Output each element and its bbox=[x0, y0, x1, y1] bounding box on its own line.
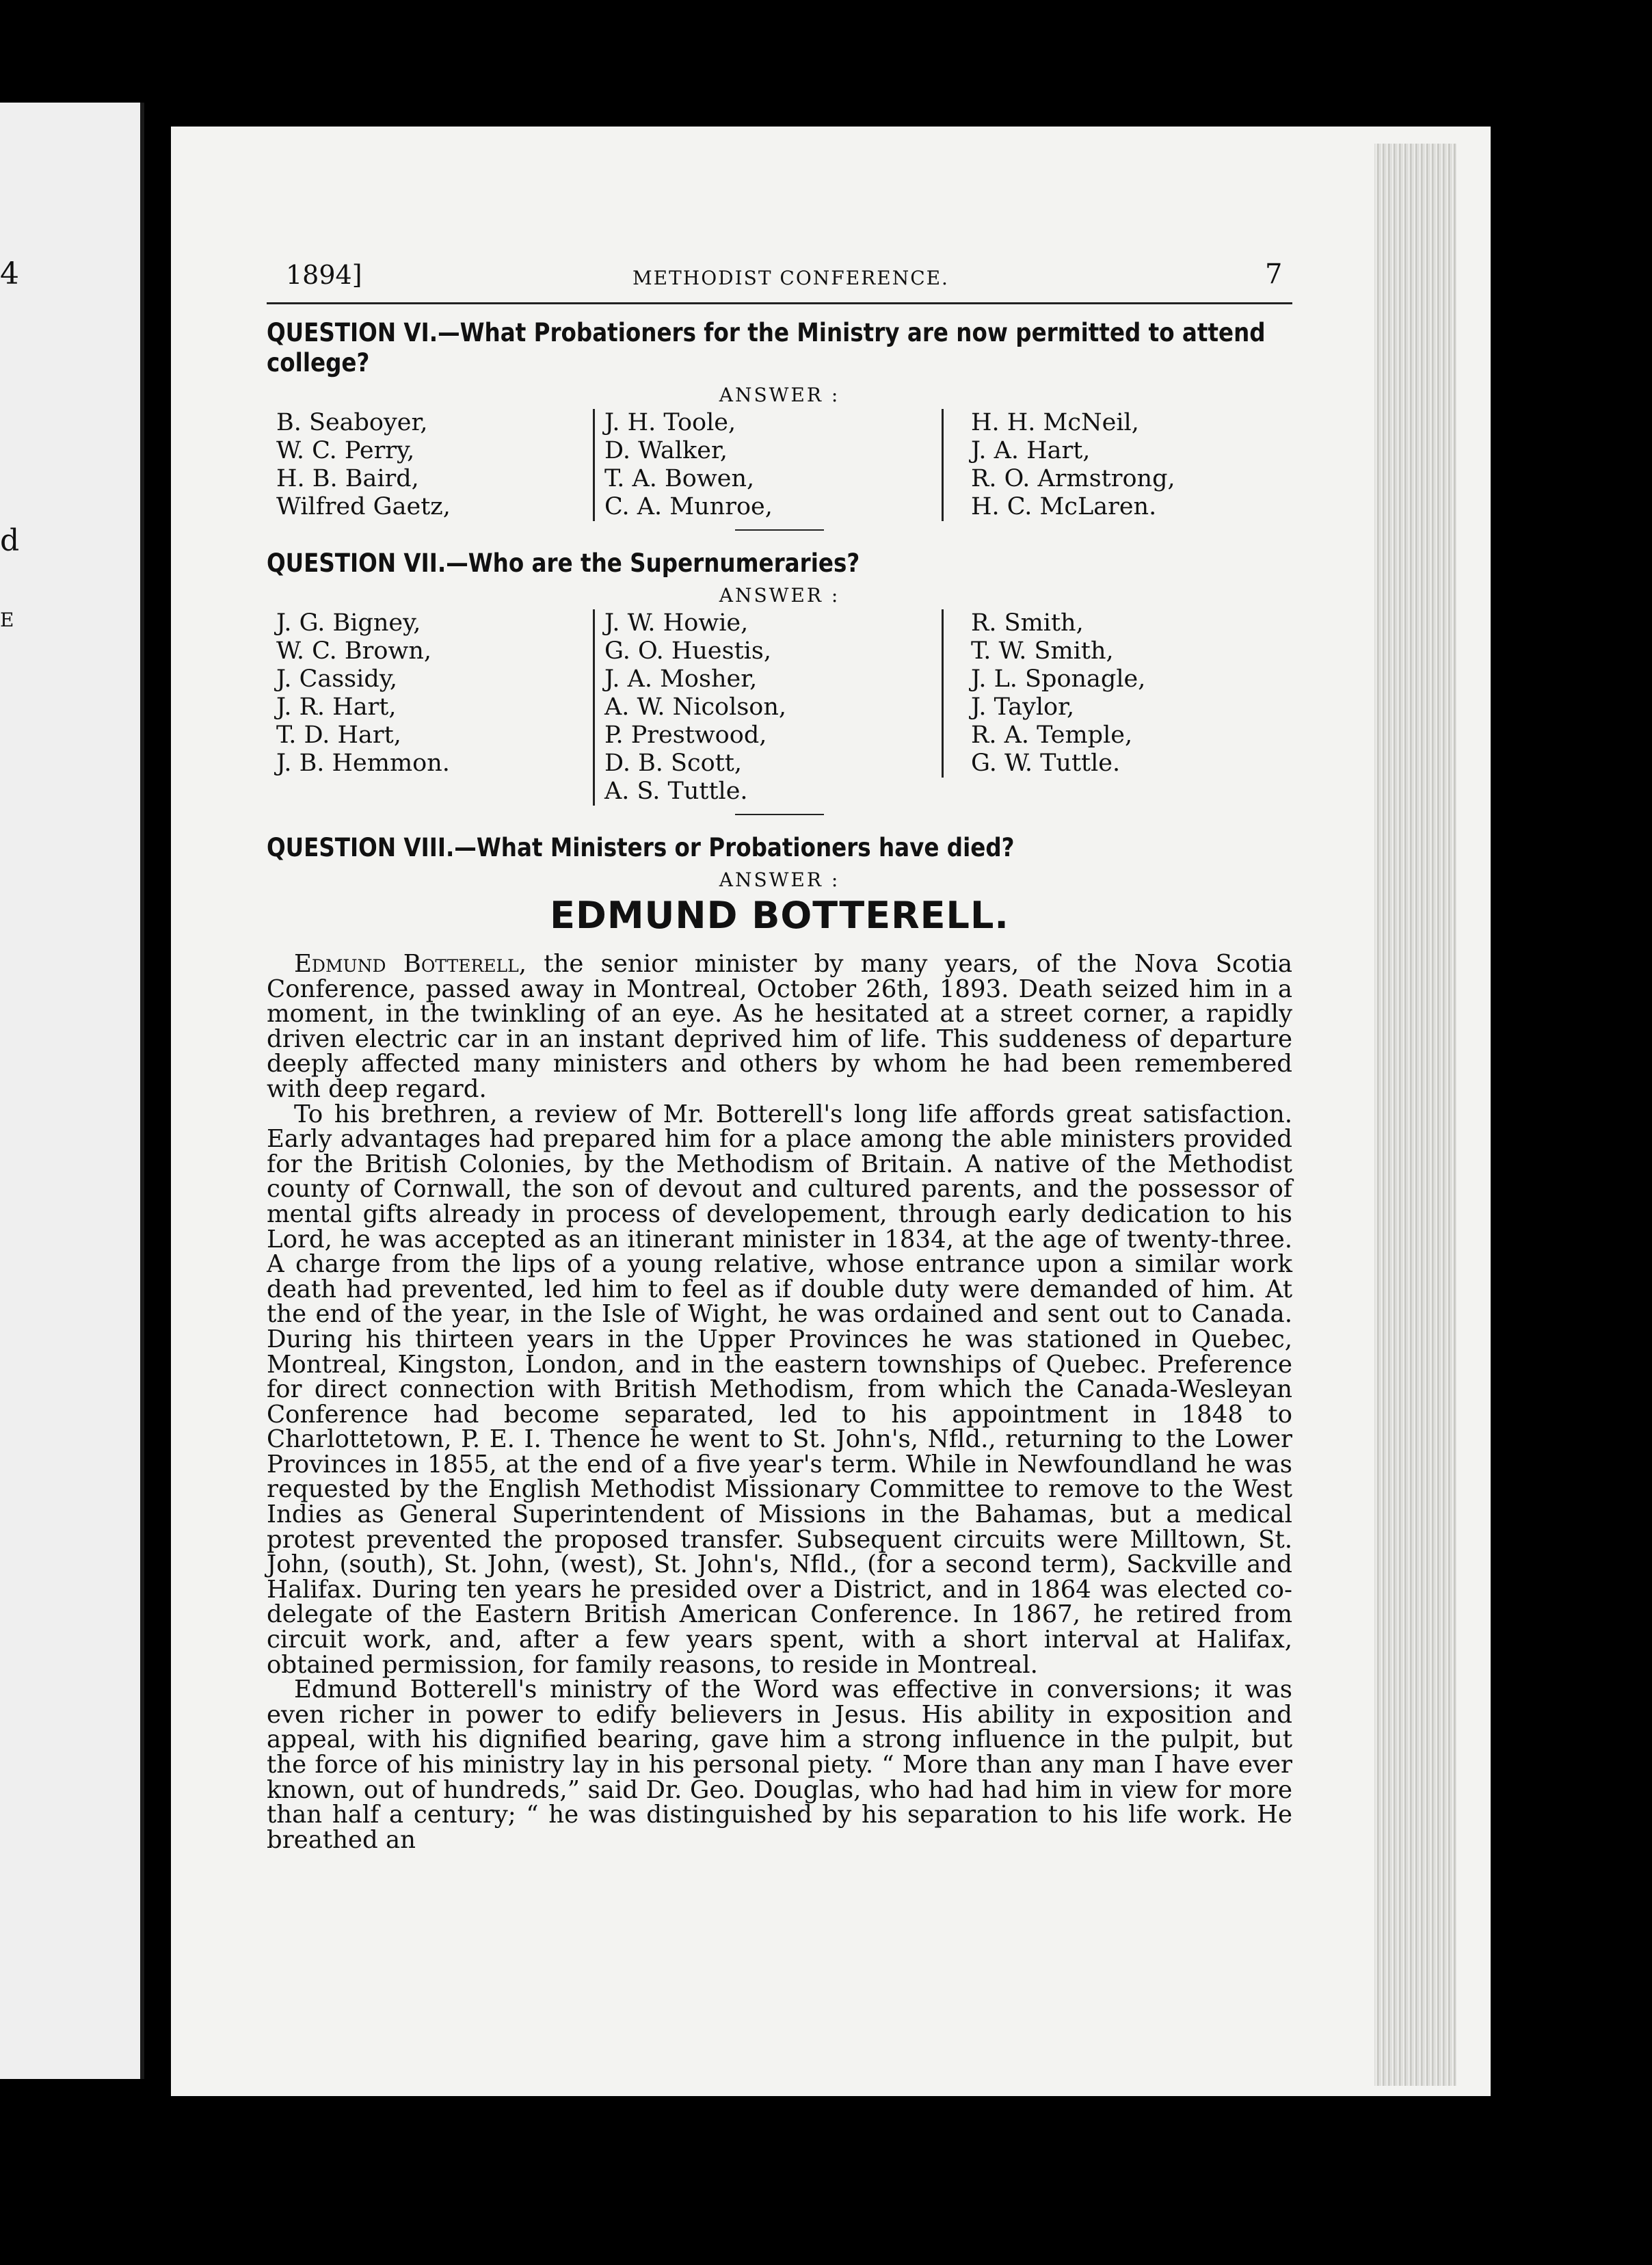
name-entry: G. O. Huestis, bbox=[604, 637, 771, 665]
name-entry: J. R. Hart, bbox=[276, 693, 397, 721]
name-column bbox=[267, 609, 550, 806]
section-separator bbox=[735, 814, 824, 815]
name-entry: H. B. Baird, bbox=[276, 465, 419, 492]
name-column bbox=[593, 409, 898, 521]
name-entry: B. Seaboyer, bbox=[276, 409, 428, 436]
name-entry: A. S. Tuttle. bbox=[604, 778, 748, 805]
name-column bbox=[267, 409, 550, 521]
name-entry: J. L. Sponagle, bbox=[971, 665, 1146, 693]
running-head-year: 1894] bbox=[286, 260, 362, 290]
obituary-paragraph: To his brethren, a review of Mr. Botterell's long life affords great satisfaction. Early advantages had prepared him for a place among the able ministers provided for the British Colonies, by the Methodism of Britain. A native of the Methodist county of Cornwall, the son of devout and cultured parents, and the possessor of mental gifts already in process of developement, through early dedication to his Lord, he was accepted as an itinerant minister in 1834, at the age of twenty-three. A charge from the lips of a young relative, whose entrance upon a similar work death had prevented, led him to feel as if double duty were demanded of him. At the end of the year, in the Isle of Wight, he was ordained and sent out to Canada. During his thirteen years in the Upper Provinces he was stationed in Quebec, Montreal, Kingston, London, and in the eastern townships of Quebec. Preference for direct connection with British Methodism, from which the Canada-Wesleyan Conference had become separated, led to his appointment in 1848 to Charlottetown, P. E. I. Thence he went to St. John's, Nfld., returning to the Lower Provinces in 1855, at the end of a five year's term. While in Newfoundland he was requested by the English Methodist Missionary Committee to remove to the West Indies as General Superintendent of Missions in the Bahamas, but a medical protest prevented the proposed transfer. Subsequent circuits were Milltown, St. John, (south), St. John, (west), St. John's, Nfld., (for a second term), Sackville and Halifax. During ten years he presided over a District, and in 1864 was elected co-delegate of the Eastern British American Conference. In 1867, he retired from circuit work, and, after a few years spent, with a short interval at Halifax, obtained permission, for family reasons, to reside in Montreal. bbox=[267, 1100, 1292, 1679]
answer-label: ANSWER : bbox=[719, 384, 840, 406]
name-entry: J. G. Bigney, bbox=[276, 609, 421, 637]
name-entry: J. B. Hemmon. bbox=[276, 750, 450, 777]
section-separator bbox=[735, 529, 824, 531]
answer-label: ANSWER : bbox=[719, 584, 840, 607]
facing-page-fragment: E bbox=[0, 609, 14, 631]
question-6-answer-list bbox=[267, 409, 1292, 521]
name-entry: G. W. Tuttle. bbox=[971, 750, 1121, 777]
obituary-title: EDMUND BOTTERELL. bbox=[550, 894, 1009, 937]
name-column bbox=[942, 609, 1292, 778]
question-6-heading: QUESTION VI.—What Probationers for the Ministry are now permitted to attend college? bbox=[267, 318, 1266, 378]
name-entry: R. A. Temple, bbox=[971, 721, 1133, 749]
name-entry: P. Prestwood, bbox=[604, 721, 767, 749]
name-entry: W. C. Perry, bbox=[276, 437, 415, 464]
name-entry: W. C. Brown, bbox=[276, 637, 432, 665]
page-content bbox=[267, 233, 1292, 1853]
name-entry: T. D. Hart, bbox=[276, 721, 401, 749]
name-entry: J. W. Howie, bbox=[604, 609, 749, 637]
question-8-heading: QUESTION VIII.—What Ministers or Probationers have died? bbox=[267, 833, 1015, 862]
header-rule bbox=[267, 302, 1292, 304]
name-column bbox=[942, 409, 1292, 521]
running-head bbox=[267, 233, 1292, 294]
question-7-answer-list bbox=[267, 609, 1292, 806]
name-entry: J. A. Hart, bbox=[971, 437, 1091, 464]
name-entry: H. C. McLaren. bbox=[971, 493, 1157, 520]
name-entry: J. Cassidy, bbox=[276, 665, 397, 693]
name-entry: R. O. Armstrong, bbox=[971, 465, 1175, 492]
name-entry: H. H. McNeil, bbox=[971, 409, 1139, 436]
facing-page bbox=[0, 103, 144, 2079]
name-entry: T. A. Bowen, bbox=[604, 465, 755, 492]
name-entry: A. W. Nicolson, bbox=[604, 693, 787, 721]
name-column bbox=[593, 609, 898, 806]
obituary-paragraph: Edmund Botterell's ministry of the Word was effective in conversions; it was even richer in power to edify believers in Jesus. His ability in exposition and appeal, with his dignified bearing, gave him a strong influence in the pulpit, but the force of his ministry lay in his personal piety. “ More than any man I have ever known, out of hundreds,” said Dr. Geo. Douglas, who had had him in view for more than half a century; “ he was distinguished by his separation to his life work. He breathed an bbox=[267, 1675, 1292, 1854]
name-entry: J. H. Toole, bbox=[604, 409, 736, 436]
facing-page-fragment: 4 bbox=[0, 256, 19, 291]
name-entry: Wilfred Gaetz, bbox=[276, 493, 451, 520]
name-entry: J. Taylor, bbox=[971, 693, 1075, 721]
page-edges bbox=[1374, 144, 1456, 2086]
name-entry: C. A. Munroe, bbox=[604, 493, 773, 520]
name-entry: D. Walker, bbox=[604, 437, 728, 464]
obituary-paragraph-text: the senior minister by many years, of the Nova Scotia Conference, passed away in Montreal, October 26th, 1893. Death seized him in a moment, in the twinkling of an eye. As he hesitated at a street corner, a rapidly driven electric car in an instant deprived him of life. This suddeness of departure deeply affected many ministers and others by whom he had been remembered with deep regard. bbox=[267, 950, 1292, 1103]
facing-page-fragment: d bbox=[0, 523, 20, 558]
name-entry: R. Smith, bbox=[971, 609, 1084, 637]
name-entry: T. W. Smith, bbox=[971, 637, 1114, 665]
obituary-lead-name: Edmund Botterell, bbox=[294, 950, 527, 978]
answer-label: ANSWER : bbox=[719, 869, 840, 891]
question-7-heading: QUESTION VII.—Who are the Supernumeraries? bbox=[267, 548, 860, 578]
name-entry: J. A. Mosher, bbox=[604, 665, 758, 693]
running-head-title: METHODIST CONFERENCE. bbox=[632, 267, 949, 289]
name-entry: D. B. Scott, bbox=[604, 750, 742, 777]
page-number: 7 bbox=[1265, 259, 1283, 290]
obituary-paragraph bbox=[267, 952, 1292, 1102]
